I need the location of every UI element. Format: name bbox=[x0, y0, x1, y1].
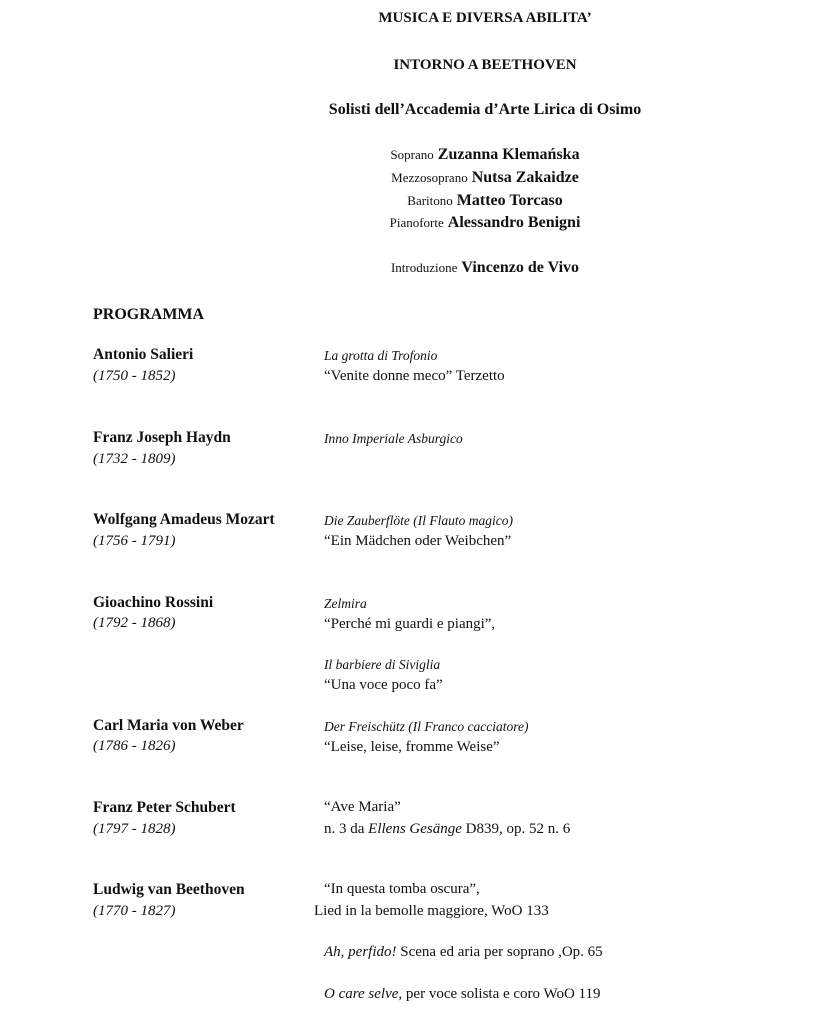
work-description: , per voce solista e coro WoO 119 bbox=[398, 986, 601, 1002]
cast-role: Baritono bbox=[407, 193, 453, 208]
composer-years: (1732 - 1809) bbox=[93, 451, 176, 467]
document-subtitle: INTORNO A BEETHOVEN bbox=[393, 57, 577, 73]
work-title: Il barbiere di Siviglia bbox=[324, 657, 441, 672]
cast-pianoforte bbox=[300, 214, 670, 232]
work-description: Scena ed aria per soprano ,Op. 65 bbox=[396, 944, 603, 960]
composer-name: Gioachino Rossini bbox=[93, 594, 214, 611]
introduction-role: Introduzione bbox=[390, 260, 458, 275]
work-piece: “Leise, leise, fromme Weise” bbox=[324, 739, 500, 755]
composer-years: (1750 - 1852) bbox=[93, 368, 176, 384]
cast-role: Soprano bbox=[390, 147, 434, 162]
composer-years: (1797 - 1828) bbox=[93, 821, 176, 837]
cast-baritono bbox=[300, 192, 670, 210]
introduction-name: Vincenzo de Vivo bbox=[461, 259, 580, 276]
work-title: La grotta di Trofonio bbox=[324, 348, 438, 363]
cast-soprano bbox=[300, 146, 670, 164]
work-piece: “Venite donne meco” Terzetto bbox=[324, 368, 505, 384]
composer-name: Carl Maria von Weber bbox=[93, 717, 244, 734]
document-title: MUSICA E DIVERSA ABILITA’ bbox=[378, 10, 592, 26]
cast-role: Pianoforte bbox=[389, 215, 444, 230]
work-piece: “Ein Mädchen oder Weibchen” bbox=[324, 533, 512, 549]
programme-heading: PROGRAMMA bbox=[93, 306, 205, 323]
cast-name: Matteo Torcaso bbox=[456, 192, 563, 209]
composer-name: Franz Peter Schubert bbox=[93, 799, 236, 816]
work-detail-prefix: n. 3 da bbox=[324, 821, 369, 837]
work-title: Die Zauberflöte (Il Flauto magico) bbox=[324, 513, 513, 528]
work-piece bbox=[324, 944, 603, 961]
composer-years: (1786 - 1826) bbox=[93, 738, 176, 754]
work-detail bbox=[324, 821, 570, 838]
composer-name: Antonio Salieri bbox=[93, 346, 194, 363]
composer-years: (1792 - 1868) bbox=[93, 615, 176, 631]
composer-name: Franz Joseph Haydn bbox=[93, 429, 231, 446]
work-piece bbox=[324, 986, 601, 1003]
cast-mezzosoprano bbox=[300, 169, 670, 187]
composer-years: (1756 - 1791) bbox=[93, 533, 176, 549]
composer-years: (1770 - 1827) bbox=[93, 903, 176, 919]
cast-name: Nutsa Zakaidze bbox=[471, 169, 579, 186]
work-title: Der Freischütz (Il Franco cacciatore) bbox=[324, 719, 529, 734]
work-detail-suffix: D839, op. 52 n. 6 bbox=[461, 821, 571, 837]
ensemble-heading: Solisti dell’Accademia d’Arte Lirica di Osimo bbox=[328, 101, 642, 118]
work-title-inline: O care selve bbox=[324, 986, 399, 1002]
introduction-line bbox=[300, 259, 670, 277]
cast-role: Mezzosoprano bbox=[391, 170, 468, 185]
composer-name: Ludwig van Beethoven bbox=[93, 881, 245, 898]
work-title-inline: Ah, perfido! bbox=[324, 944, 397, 960]
work-piece: “Una voce poco fa” bbox=[324, 677, 443, 693]
cast-name: Zuzanna Klemańska bbox=[437, 146, 580, 163]
work-title: Zelmira bbox=[324, 596, 367, 611]
work-detail: Lied in la bemolle maggiore, WoO 133 bbox=[314, 903, 549, 919]
work-detail-title: Ellens Gesänge bbox=[368, 821, 462, 837]
work-piece: “Perché mi guardi e piangi”, bbox=[324, 616, 496, 632]
cast-name: Alessandro Benigni bbox=[447, 214, 581, 231]
composer-name: Wolfgang Amadeus Mozart bbox=[93, 511, 275, 528]
work-title: Inno Imperiale Asburgico bbox=[324, 431, 463, 446]
work-piece: “In questa tomba oscura”, bbox=[324, 881, 480, 897]
work-piece: “Ave Maria” bbox=[324, 799, 401, 815]
